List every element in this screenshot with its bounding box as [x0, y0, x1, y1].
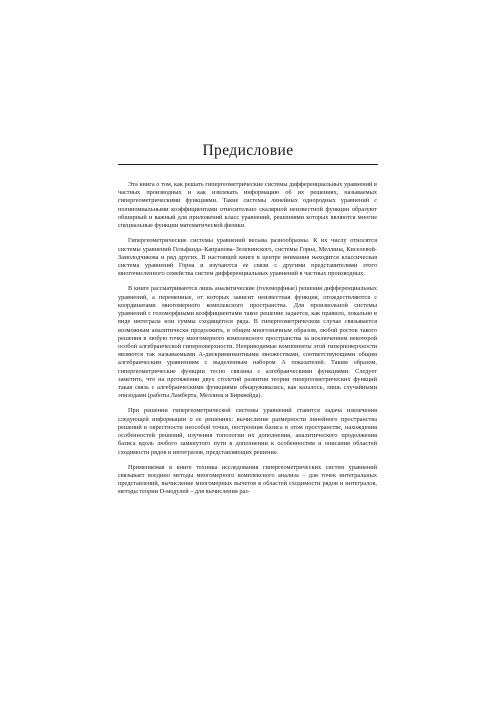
paragraph-4: При решении гипергеометрической системы уравнений ставится задача извлечения следующей информации о ее решениях: вычисление размерности линейного пространства решений в окрестности неособой точки, построения базиса в этом пространстве, нахождения особенностей решений, изучения топологии их дополнения, аналитического продолжения базиса вдоль любого замкнутого пути в дополнении к особенностям и описания областей сходимости рядов и интегралов, представляющих решение.	[118, 407, 377, 456]
paragraph-3: В книге рассматриваются лишь аналитические (голоморфные) решения дифференциальных уравнений, а переменные, от которых зависит неизвестная функция, отождествляются с координатами многомерного комплексного пространства. Для произвольной системы уравнений с голоморфными коэффициентами такое решение задается, как правило, локально в виде интеграла или суммы сходящегося ряда. В гипергеометрическом случае связывается возможным аналитически продолжить, в общем многозначным образом, любой росток такого решения в любую точку многомерного комплексного пространства за исключением некоторой особой алгебраической гиперповерхности. Неприводимые компоненты этой гиперповерхности являются так называемыми A-дискриминантными множествами, соответствующими общим алгебраическим уравнениям с выделенным набором A показателей. Таким образом, гипергеометрические функции тесно связаны с алгебраическими функциями. Следует заметить, что на протяжении двух столетий развития теории гипергеометрических функций такая связь с алгебраическими функциями обнаруживалась, как казалось, лишь случайными эпизодами (работы Ламберта, Меллина и Бирквейда).	[118, 285, 377, 400]
body-text	[118, 181, 377, 497]
title-underline	[118, 164, 378, 165]
paragraph-1: Эта книга о том, как решать гипергеометрические системы дифференциальных уравнений в частных производных и как извлекать информацию об их решениях, называемых гипергеометрическими функциями. Такие системы линейных однородных уравнений с полиномиальными коэффициентами относительно скалярной неизвестной функции образуют обширный и важный для приложений класс уравнений, решениями которых являются многие специальные функции математической физики.	[118, 181, 377, 230]
paragraph-2: Гипергеометрические системы уравнений весьма разнообразны. К их числу относятся системы уравнений Гельфанда–Капранова–Зелевинского, системы Горна, Меллина, Киселевой-Замолодчикова и ряд других. В настоящей книге в центре внимания находится классическая система уравнений Горна и изучаются ее связи с другими представителями этого многочисленного семейства систем дифференциальных уравнений в частных производных.	[118, 237, 377, 278]
chapter-title: Предисловие	[202, 142, 294, 159]
paragraph-5: Применяемая в книге техника исследования гипергеометрических систем уравнений связывает воедино методы многомерного комплексного анализа – для точек интегральных представлений, вычисление многомерных вычетов в областей сходимости рядов и интегралов, методы теории D-модулей – для вычисления раз-	[118, 463, 377, 496]
